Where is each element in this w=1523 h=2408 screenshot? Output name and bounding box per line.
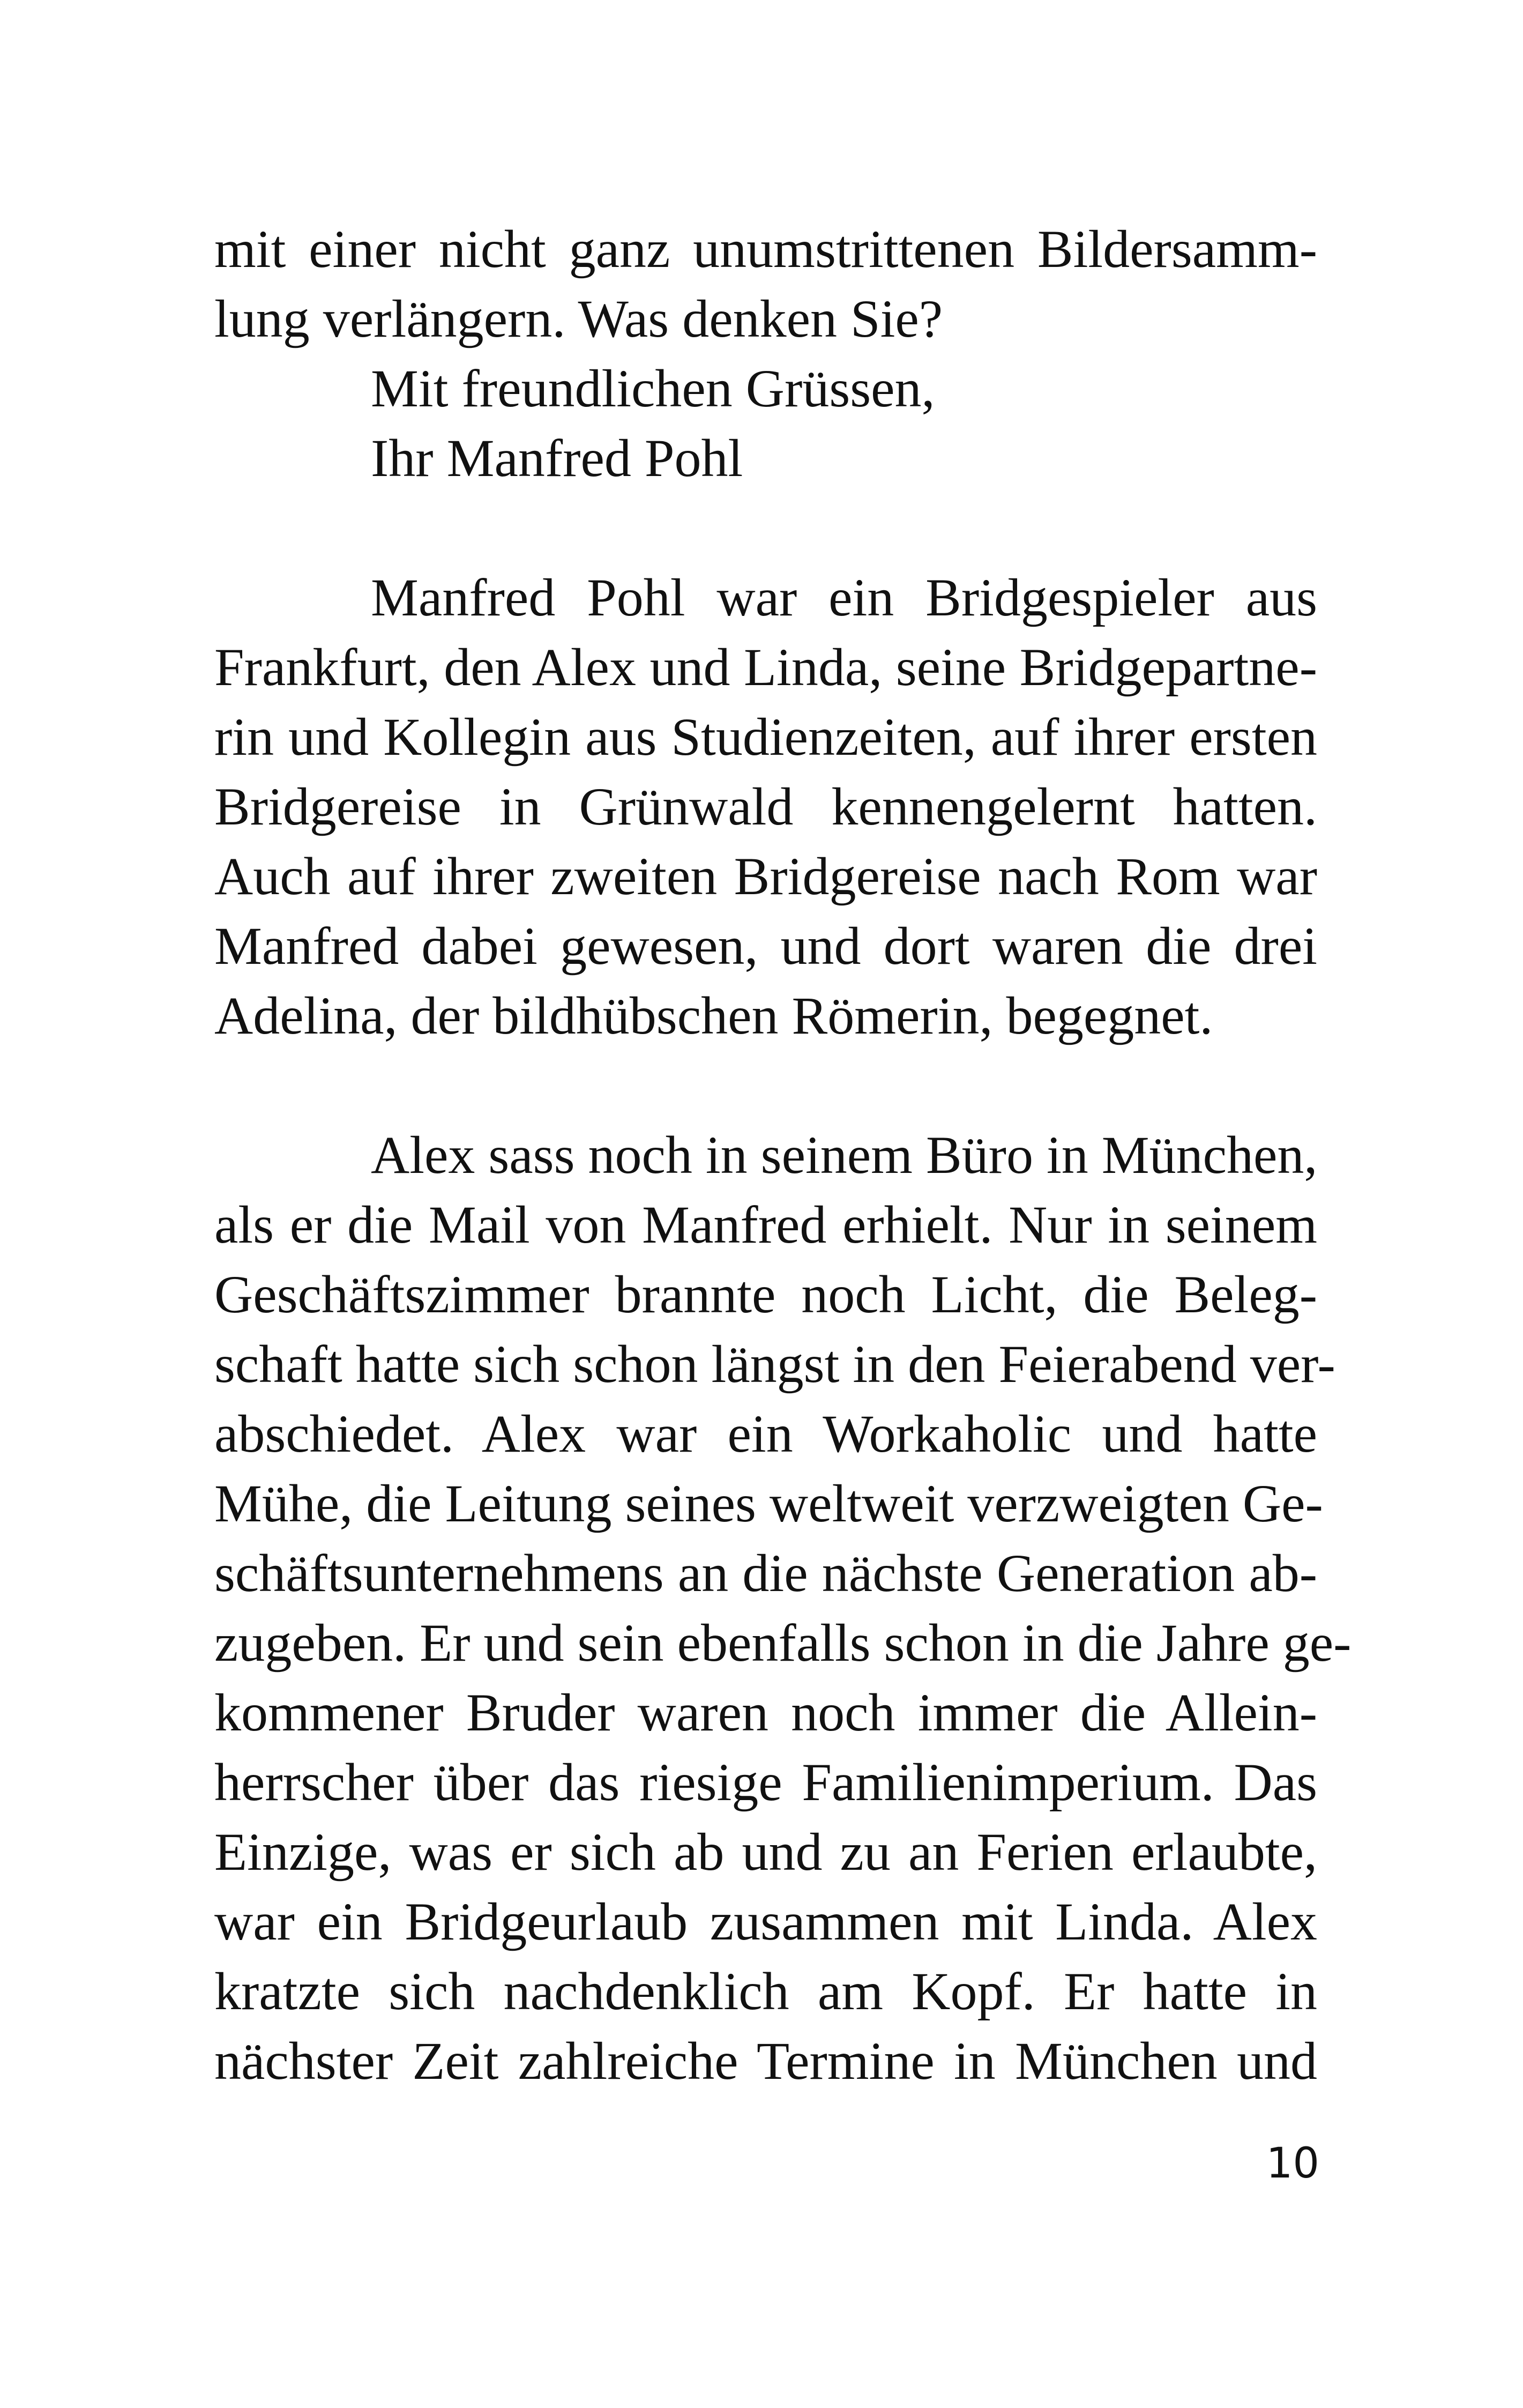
text-line: Geschäftszimmer brannte noch Licht, die Beleg- (214, 1265, 1317, 1324)
text-line: nächster Zeit zahlreiche Termine in München und (214, 2031, 1317, 2091)
text-line: herrscher über das riesige Familienimperium. Das (214, 1752, 1317, 1812)
text-line: Bridgereise in Grünwald kennengelernt hatten. (214, 777, 1317, 836)
text-line: Einzige, was er sich ab und zu an Ferien erlaubte, (214, 1822, 1317, 1882)
text-line: lung verlängern. Was denken Sie? (214, 289, 943, 348)
text-line: Manfred Pohl war ein Bridgespieler aus (371, 568, 1317, 627)
text-line: Frankfurt, den Alex und Linda, seine Bridgepartne- (214, 637, 1317, 697)
text-line: war ein Bridgeurlaub zusammen mit Linda. Alex (214, 1892, 1317, 1951)
text-line: mit einer nicht ganz unumstrittenen Bildersamm- (214, 219, 1317, 279)
text-line: schäftsunternehmens an die nächste Generation ab- (214, 1543, 1317, 1603)
text-line: kommener Bruder waren noch immer die Allein- (214, 1683, 1317, 1742)
text-line: Manfred dabei gewesen, und dort waren die drei (214, 916, 1317, 976)
text-line: kratzte sich nachdenklich am Kopf. Er hatte in (214, 1961, 1317, 2021)
text-line: schaft hatte sich schon längst in den Feierabend ver- (214, 1334, 1335, 1394)
text-line: als er die Mail von Manfred erhielt. Nur in seinem (214, 1195, 1317, 1254)
page-number: 10 (1266, 2139, 1319, 2188)
text-line: Mühe, die Leitung seines weltweit verzweigten Ge- (214, 1474, 1323, 1533)
closing-signature: Ihr Manfred Pohl (371, 428, 743, 488)
text-line: Alex sass noch in seinem Büro in München, (371, 1125, 1318, 1185)
text-line: abschiedet. Alex war ein Workaholic und hatte (214, 1404, 1317, 1463)
text-line: Auch auf ihrer zweiten Bridgereise nach Rom war (214, 846, 1317, 906)
text-line: Adelina, der bildhübschen Römerin, begegnet. (214, 986, 1213, 1045)
closing-greeting: Mit freundlichen Grüssen, (371, 359, 935, 418)
text-line: rin und Kollegin aus Studienzeiten, auf ihrer ersten (214, 707, 1317, 767)
text-line: zugeben. Er und sein ebenfalls schon in die Jahre ge- (214, 1613, 1352, 1673)
